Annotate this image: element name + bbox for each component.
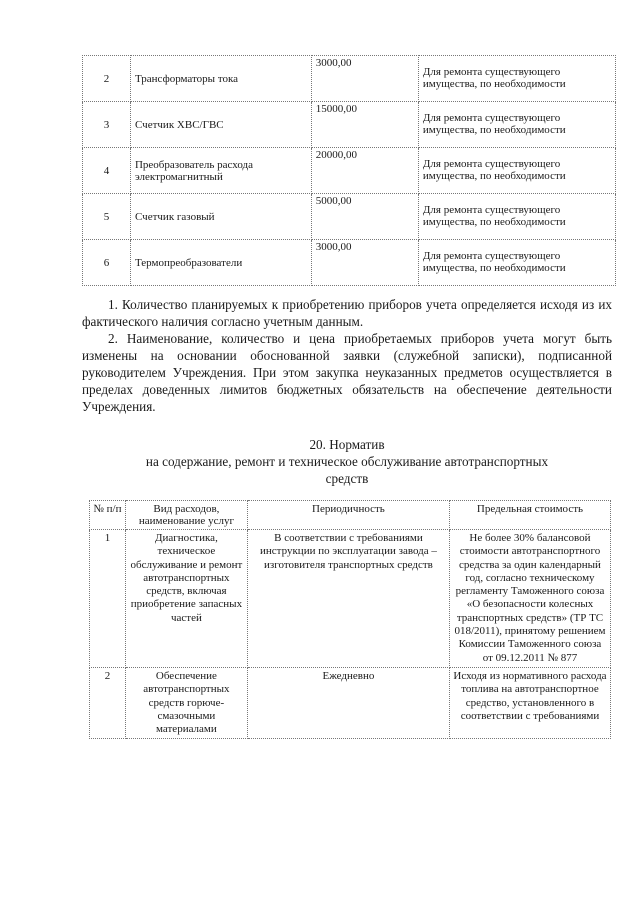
notes-block xyxy=(82,296,612,415)
table-row xyxy=(83,240,616,286)
section-title: 20. Норматив xyxy=(309,437,385,452)
item-note: Для ремонта существующего имущества, по необходимости xyxy=(418,194,615,240)
table-row xyxy=(83,194,616,240)
item-name: Счетчик ХВС/ГВС xyxy=(130,102,311,148)
item-note: Для ремонта существующего имущества, по необходимости xyxy=(418,240,615,286)
header-number: № п/п xyxy=(90,501,126,530)
table-row xyxy=(90,530,611,668)
item-price: 3000,00 xyxy=(311,240,418,286)
item-note: Для ремонта существующего имущества, по необходимости xyxy=(418,102,615,148)
table-row xyxy=(83,148,616,194)
vehicle-norms-table xyxy=(89,500,611,739)
item-name: Счетчик газовый xyxy=(130,194,311,240)
item-note: Для ремонта существующего имущества, по необходимости xyxy=(418,148,615,194)
item-price: 20000,00 xyxy=(311,148,418,194)
note-paragraph-1: 1. Количество планируемых к приобретению приборов учета определяется исходя из их фактического наличия согласно учетным данным. xyxy=(82,297,612,329)
periodicity: Ежедневно xyxy=(247,667,449,738)
row-number: 6 xyxy=(83,240,131,286)
header-period: Периодичность xyxy=(247,501,449,530)
section-subtitle: на содержание, ремонт и техническое обслуживание автотранспортных средств xyxy=(145,454,549,486)
note-paragraph-2: 2. Наименование, количество и цена приобретаемых приборов учета могут быть изменены на основании обоснованной заявки (служебной записки), подписанной руководителем Учреждения. При этом закупка неуказанных предметов осуществляется в пределах доведенных лимитов бюджетных обязательств на обеспечение деятельности Учреждения. xyxy=(82,331,612,414)
row-number: 1 xyxy=(90,530,126,668)
item-price: 3000,00 xyxy=(311,56,418,102)
header-kind: Вид расходов, наименование услуг xyxy=(125,501,247,530)
instruments-table xyxy=(82,55,616,286)
item-name: Трансформаторы тока xyxy=(130,56,311,102)
header-limit: Предельная стоимость xyxy=(449,501,610,530)
expense-kind: Диагностика, техническое обслуживание и ремонт автотранспортных средств, включая приобретение запасных частей xyxy=(125,530,247,668)
expense-kind: Обеспечение автотранспортных средств горюче-смазочными материалами xyxy=(125,667,247,738)
table-row xyxy=(90,667,611,738)
row-number: 3 xyxy=(83,102,131,148)
limit-cost: Не более 30% балансовой стоимости автотранспортного средства за один календарный год, согласно техническому регламенту Таможенного союза «О безопасности колесных транспортных средств» (ТР ТС 018/2011), принятому решением Комиссии Таможенного союза от 09.12.2011 № 877 xyxy=(449,530,610,668)
item-name: Термопреобразователи xyxy=(130,240,311,286)
item-note: Для ремонта существующего имущества, по необходимости xyxy=(418,56,615,102)
table-row xyxy=(83,102,616,148)
row-number: 4 xyxy=(83,148,131,194)
item-price: 5000,00 xyxy=(311,194,418,240)
periodicity: В соответствии с требованиями инструкции по эксплуатации завода – изготовителя транспортных средств xyxy=(247,530,449,668)
limit-cost: Исходя из нормативного расхода топлива на автотранспортное средство, установленного в соответствии с требованиями xyxy=(449,667,610,738)
table-header-row xyxy=(90,501,611,530)
item-price: 15000,00 xyxy=(311,102,418,148)
row-number: 5 xyxy=(83,194,131,240)
row-number: 2 xyxy=(90,667,126,738)
section-heading xyxy=(82,436,612,487)
item-name: Преобразователь расхода электромагнитный xyxy=(130,148,311,194)
row-number: 2 xyxy=(83,56,131,102)
table-row xyxy=(83,56,616,102)
